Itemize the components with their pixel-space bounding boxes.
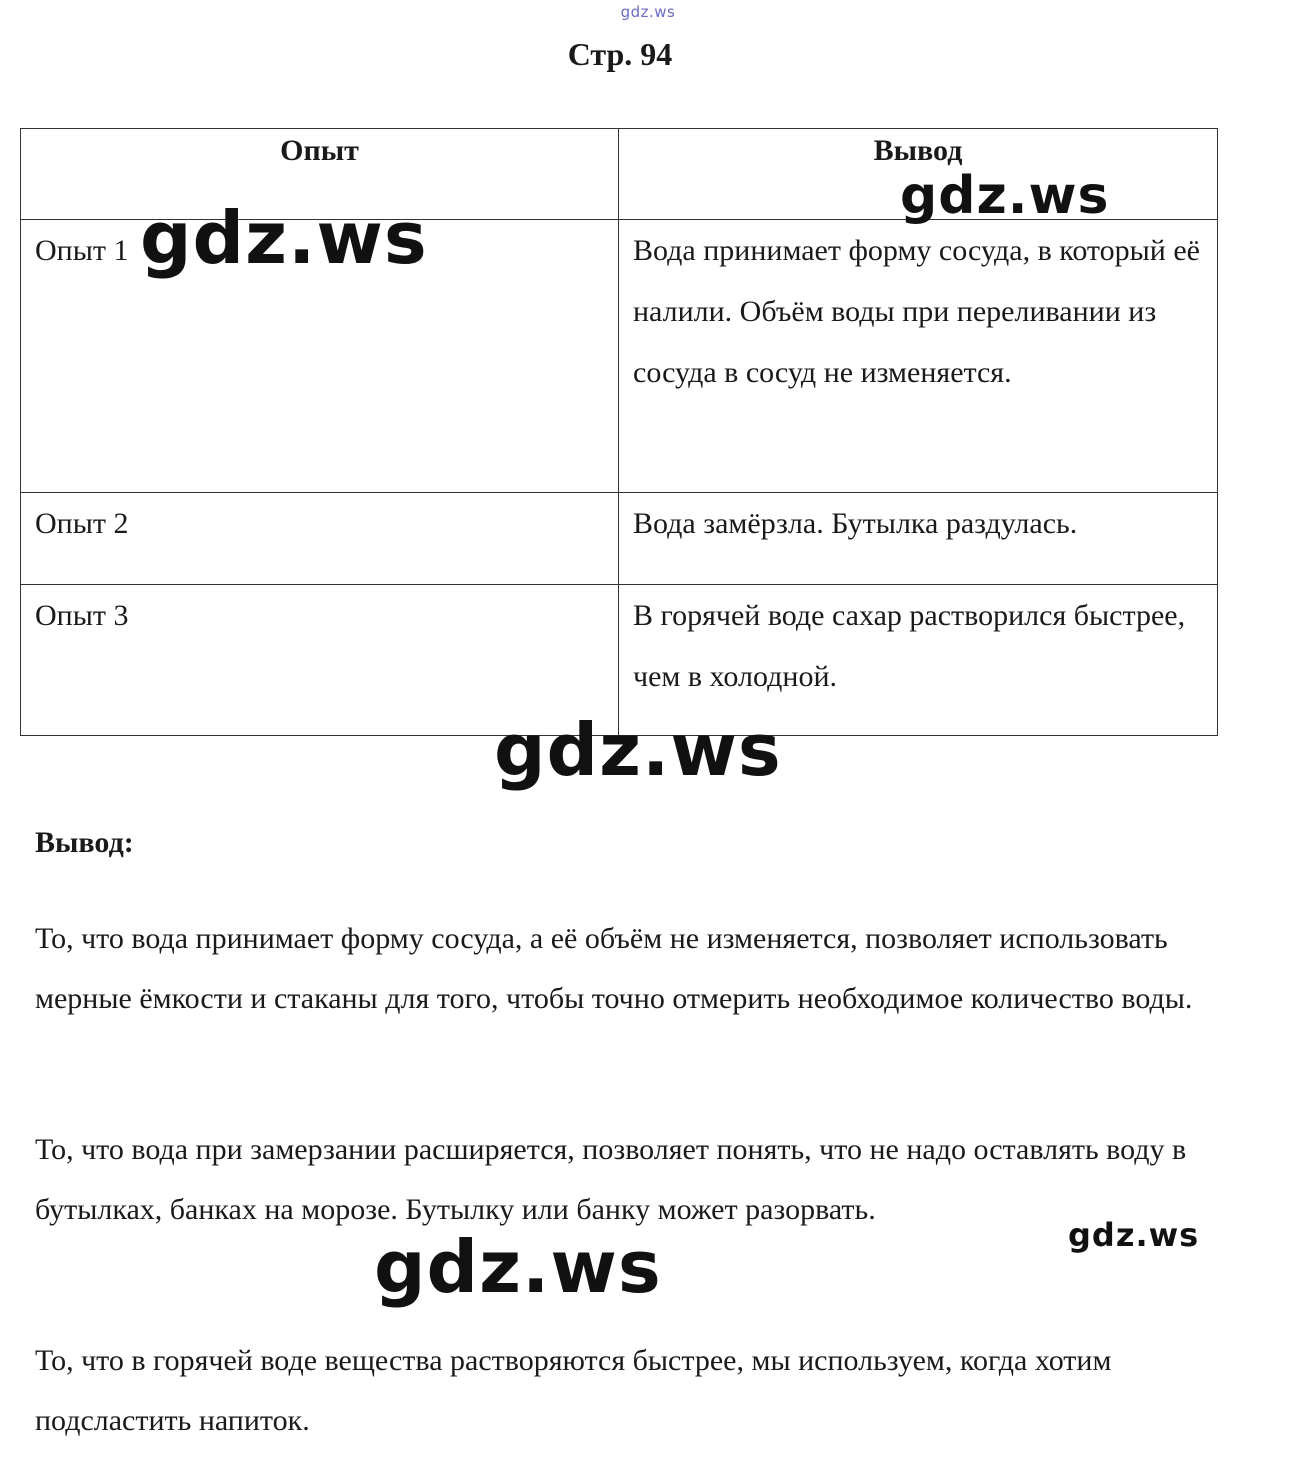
table-row bbox=[21, 493, 1218, 585]
watermark: gdz.ws bbox=[374, 1225, 662, 1309]
experiment-cell: Опыт 1 bbox=[21, 220, 619, 493]
watermark-top: gdz.ws bbox=[620, 3, 676, 21]
paragraph-2: То, что вода при замерзании расширяется, позволяет понять, что не надо оставлять воду в бутылках, банках на морозе. Бутылку или банку может разорвать. bbox=[35, 1133, 1187, 1226]
watermark: gdz.ws bbox=[140, 196, 428, 280]
header-conclusion: Вывод bbox=[619, 129, 1218, 220]
watermark: gdz.ws bbox=[494, 708, 782, 792]
watermark: gdz.ws bbox=[900, 166, 1110, 226]
experiment-cell: Опыт 2 bbox=[21, 493, 619, 585]
watermark: gdz.ws bbox=[1068, 1216, 1200, 1254]
paragraph-1: То, что вода принимает форму сосуда, а её объём не изменяется, позволяет использовать мерные ёмкости и стаканы для того, чтобы точно отмерить необходимое количество воды. bbox=[35, 922, 1193, 1015]
conclusion-cell: В горячей воде сахар растворился быстрее, чем в холодной. bbox=[619, 585, 1218, 736]
page-title: Стр. 94 bbox=[567, 36, 673, 72]
experiment-cell: Опыт 3 bbox=[21, 585, 619, 736]
paragraph-3: То, что в горячей воде вещества растворяются быстрее, мы используем, когда хотим подсластить напиток. bbox=[35, 1344, 1112, 1437]
header-experiment: Опыт bbox=[21, 129, 619, 220]
conclusion-heading: Вывод: bbox=[35, 826, 134, 859]
conclusion-cell: Вода принимает форму сосуда, в который её налили. Объём воды при переливании из сосуда в сосуд не изменяется. bbox=[619, 220, 1218, 493]
conclusion-cell: Вода замёрзла. Бутылка раздулась. bbox=[619, 493, 1218, 585]
